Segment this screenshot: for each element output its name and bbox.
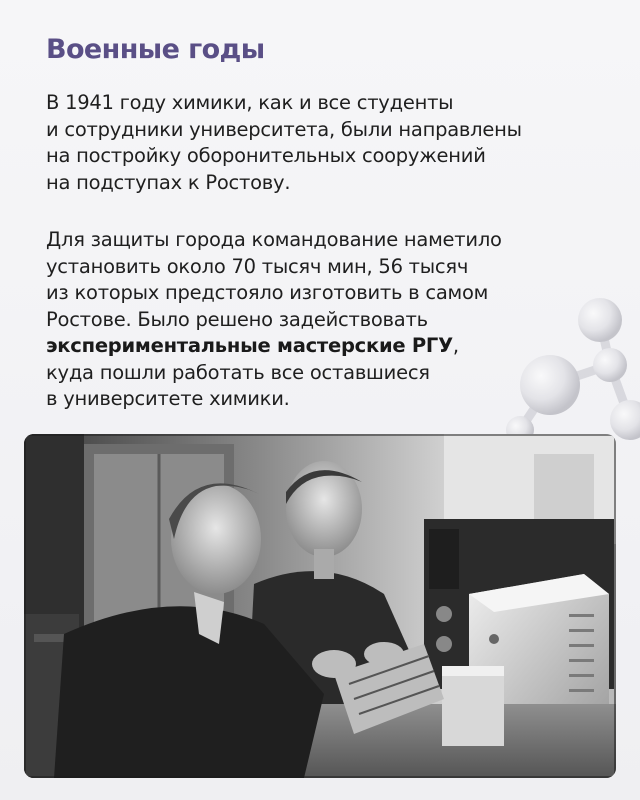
text-line: Ростове. Было решено задействовать	[46, 307, 428, 331]
paragraph-defense	[46, 227, 502, 413]
text-line: установить около 70 тысяч мин, 56 тысяч	[46, 254, 469, 278]
text-line: на подступах к Ростову.	[46, 170, 291, 194]
text-line: куда пошли работать все оставшиеся	[46, 360, 430, 384]
punctuation: ,	[452, 334, 459, 357]
text-line: В 1941 году химики, как и все студенты	[46, 91, 454, 114]
text-line: из которых предстояло изготовить в самом	[46, 281, 489, 304]
paragraph-intro	[46, 90, 522, 196]
text-line: в университете химики.	[46, 387, 290, 410]
page-title: Военные годы	[46, 34, 265, 65]
highlight-text: экспериментальные мастерские РГУ	[46, 334, 453, 357]
archival-photo	[24, 434, 616, 778]
text-line: Для защиты города командование наметило	[46, 228, 502, 251]
text-line: и сотрудники университета, были направлены	[46, 117, 522, 141]
molecule-icon	[480, 280, 640, 450]
archival-photo-image	[24, 434, 616, 778]
text-line	[46, 333, 502, 360]
text-line: на постройку оборонительных сооружений	[46, 144, 486, 167]
